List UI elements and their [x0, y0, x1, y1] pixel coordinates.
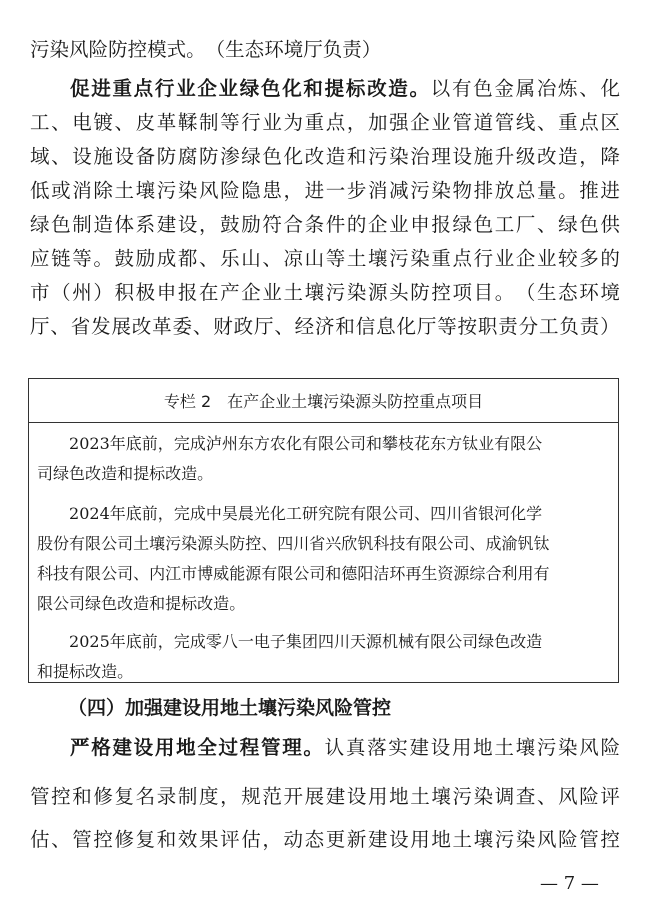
- text-line: 应 链 等 。 鼓 励 成 都 、 乐 山 、 凉 山 等 土 壤 污 染 重 点 行 业 企 业 较 多 的: [30, 247, 620, 270]
- text-line: [37, 589, 612, 619]
- text-segment: 司绿色改造和提标改造。: [37, 464, 214, 483]
- text-line: 厅 、 省 发 展 改 革 委 、 财 政 厅 、 经 济 和 信 息 化 厅 等 按 职 责 分 工 负 责 ）: [30, 315, 620, 338]
- text-line: [69, 627, 612, 657]
- text-segment: 2023年底前，完成泸州东方农化有限公司和攀枝花东方钛业有限公: [69, 434, 543, 453]
- text-line: [37, 657, 612, 687]
- text-line: 促 进 重 点 行 业 企 业 绿 色 化 和 提 标 改 造 。 以 有 色 金 属 冶 炼 、 化: [70, 77, 620, 100]
- text-line: 估 、 管 控 修 复 和 效 果 评 估 ， 动 态 更 新 建 设 用 地 土 壤 污 染 风 险 管 控: [30, 828, 620, 851]
- text-line: 污 染 风 险 防 控 模 式 。 （ 生 态 环 境 厅 负 责 ）: [30, 38, 382, 61]
- text-segment: 2025年底前，完成零八一电子集团四川天源机械有限公司绿色改造: [69, 632, 543, 651]
- text-segment: 科技有限公司、内江市博威能源有限公司和德阳洁环再生资源综合利用有: [37, 564, 550, 583]
- text-line: [37, 559, 612, 589]
- text-line: 域 、 设 施 设 备 防 腐 防 渗 绿 色 化 改 造 和 污 染 治 理 设 施 升 级 改 造 ， 降: [30, 145, 620, 168]
- text-line: 市 （ 州 ） 积 极 申 报 在 产 企 业 土 壤 污 染 源 头 防 控 项 目 。 （ 生 态 环 境: [30, 281, 620, 304]
- section-heading: （四）加强建设用地土壤污染风险管控: [68, 697, 392, 719]
- text-line: 管 控 和 修 复 名 录 制 度 ， 规 范 开 展 建 设 用 地 土 壤 污 染 调 查 、 风 险 评: [30, 785, 620, 808]
- text-line: 工 、 电 镀 、 皮 革 鞣 制 等 行 业 为 重 点 ， 加 强 企 业 管 道 管 线 、 重 点 区: [30, 111, 620, 134]
- text-line: [37, 529, 612, 559]
- page-number: — 7 —: [540, 873, 599, 894]
- special-column-box: [28, 378, 619, 683]
- text-line: [37, 459, 612, 489]
- text-line: [69, 429, 612, 459]
- text-segment: 和提标改造。: [37, 662, 134, 681]
- text-line: 低 或 消 除 土 壤 污 染 风 险 隐 患 ， 进 一 步 消 减 污 染 物 排 放 总 量 。 推 进: [30, 179, 620, 202]
- text-segment: 2024年底前，完成中昊晨光化工研究院有限公司、四川省银河化学: [69, 504, 543, 523]
- special-column-title: 专栏 2 在产企业土壤污染源头防控重点项目: [29, 379, 618, 423]
- text-line: 绿 色 制 造 体 系 建 设 ， 鼓 励 符 合 条 件 的 企 业 申 报 绿 色 工 厂 、 绿 色 供: [30, 213, 620, 236]
- text-line: [69, 499, 612, 529]
- text-segment: 限公司绿色改造和提标改造。: [37, 594, 246, 613]
- text-segment: 股份有限公司土壤污染源头防控、四川省兴欣钒科技有限公司、成渝钒钛: [37, 534, 550, 553]
- text-line: 严 格 建 设 用 地 全 过 程 管 理 。 认 真 落 实 建 设 用 地 土 壤 污 染 风 险: [70, 736, 620, 759]
